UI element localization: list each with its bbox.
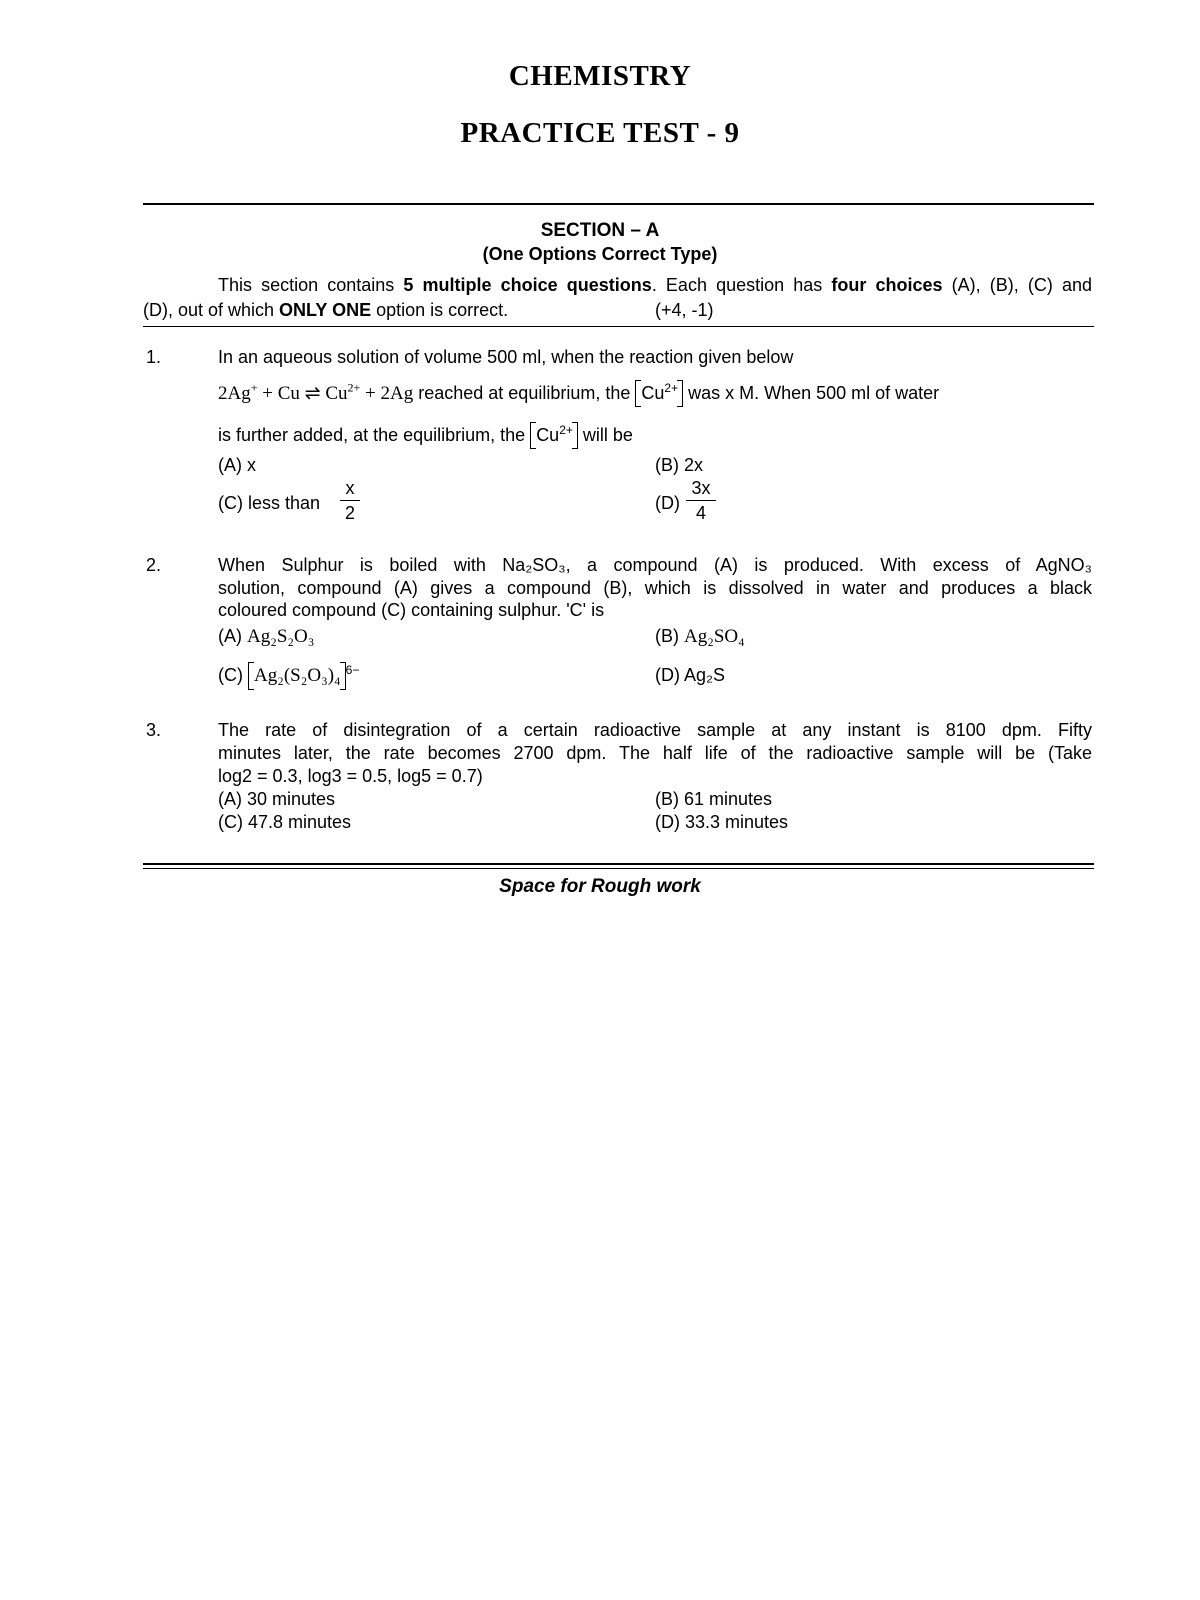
question-number-1: 1.	[146, 347, 162, 367]
q3-text-line-2: minutes later, the rate becomes 2700 dpm. The half life of the radioactive sample will be (Take	[218, 743, 1092, 763]
complex-ion-bracket: Ag₂(S₂O₃)₄	[248, 662, 346, 690]
question-number-2: 2.	[146, 555, 162, 575]
q1-option-d-fraction: $\frac{3x}{4}$	[686, 478, 716, 524]
q1-option-d: (D)	[655, 493, 680, 513]
q2-text-line-1: When Sulphur is boiled with Na₂SO₃, a compound (A) is produced. With excess of AgNO₃	[218, 555, 1092, 575]
top-divider	[143, 203, 1094, 205]
concentration-bracket: $Cu^{2+}$	[530, 422, 578, 449]
q1-text-line-2: 2Ag+ + Cu ⇌ $Cu^{2+} + 2Ag$ reached at equilibrium, the $Cu^{2+}$ was x M. When 500 ml of water	[218, 380, 939, 407]
q1-text-line-1: In an aqueous solution of volume 500 ml, when the reaction given below	[218, 347, 794, 367]
bottom-divider-thin	[143, 868, 1094, 869]
q3-option-d: (D) 33.3 minutes	[655, 812, 789, 832]
section-type: (One Options Correct Type)	[482, 244, 718, 264]
section-heading: SECTION – A	[540, 220, 660, 241]
question-number-3: 3.	[146, 720, 162, 740]
rough-work-label: Space for Rough work	[499, 876, 701, 897]
concentration-bracket: $Cu^{2+}$	[635, 380, 683, 407]
q2-text-line-3: coloured compound (C) containing sulphur. 'C' is	[218, 600, 605, 620]
instructions-divider	[143, 326, 1094, 327]
q2-option-c: (C) Ag₂(S₂O₃)₄ $^{6-}$	[218, 662, 359, 690]
q3-text-line-1: The rate of disintegration of a certain radioactive sample at any instant is 8100 dpm. Fifty	[218, 720, 1092, 740]
instructions-line-2: (D), out of which ONLY ONE option is correct.	[143, 300, 509, 320]
instructions-line-1: This section contains 5 multiple choice questions. Each question has four choices (A), (B), (C) and	[218, 275, 1092, 295]
q3-text-line-3: log2 = 0.3, log3 = 0.5, log5 = 0.7)	[218, 766, 483, 786]
q1-equation: 2Ag+ + Cu ⇌ $Cu^{2+} + 2Ag$	[218, 380, 414, 404]
equilibrium-arrow-icon: ⇌	[304, 383, 321, 404]
test-title: PRACTICE TEST - 9	[460, 117, 740, 149]
q1-option-b: (B) 2x	[655, 455, 704, 475]
q2-option-d: (D) Ag₂S	[655, 665, 726, 685]
q1-text-line-3: is further added, at the equilibrium, the $Cu^{2+}$ will be	[218, 422, 633, 449]
q3-option-b: (B) 61 minutes	[655, 789, 773, 809]
q1-option-c-fraction: $\frac{x}{2}$	[340, 478, 360, 524]
q1-option-c: (C) less than	[218, 493, 321, 513]
q1-option-a: (A) x	[218, 455, 256, 475]
subject-title: CHEMISTRY	[508, 60, 692, 92]
q3-option-c: (C) 47.8 minutes	[218, 812, 352, 832]
q2-text-line-2: solution, compound (A) gives a compound (B), which is dissolved in water and produces a black	[218, 578, 1092, 598]
q2-option-b: (B) Ag₂SO₄	[655, 626, 745, 647]
marking-scheme: (+4, -1)	[655, 300, 714, 320]
q3-option-a: (A) 30 minutes	[218, 789, 336, 809]
q2-option-a: (A) Ag₂S₂O₃	[218, 626, 315, 647]
bottom-divider-thick	[143, 863, 1094, 865]
